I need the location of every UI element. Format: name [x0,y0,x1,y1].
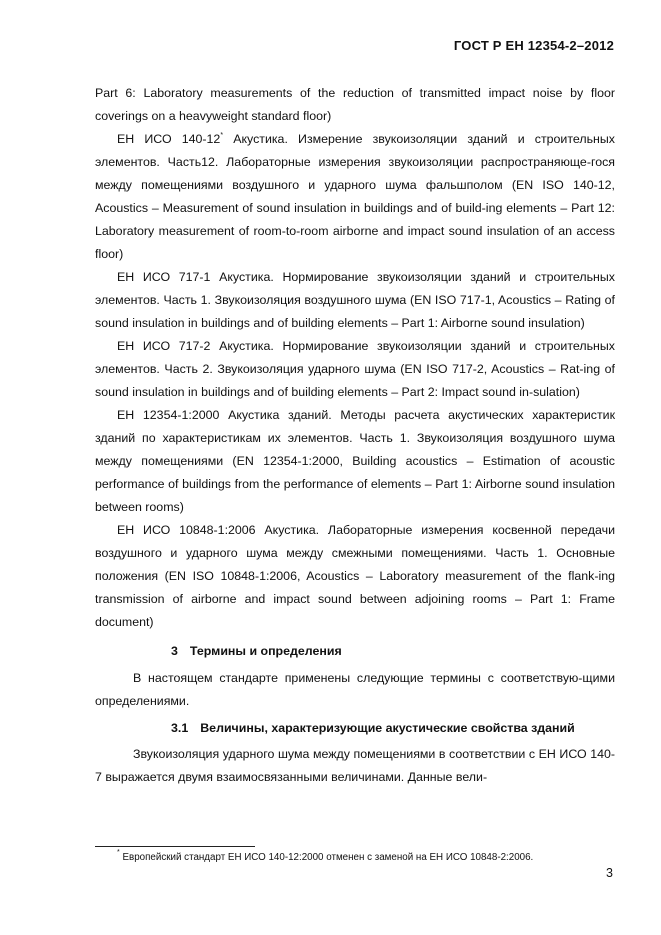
footnote-divider [95,846,255,847]
section-3-intro: В настоящем стандарте применены следующие термины с соответствую-щими определениями. [95,671,615,708]
subsection-title: Величины, характеризующие акустические свойства зданий [200,721,575,735]
document-body [95,82,615,789]
section-title: Термины и определения [189,644,342,658]
section-3-1-text: Звукоизоляция ударного шума между помещениями в соответствии с ЕН ИСО 140-7 выражается двумя взаимосвязанными величинами. Данные вели- [95,747,615,784]
reference-en-iso-717-2: ЕН ИСО 717-2 Акустика. Нормирование звукоизоляции зданий и строительных элементов. Часть 2. Звукоизоляция ударного шума (EN ISO 717-2, Acoustics – Rat-ing of sound insulation in buildings and of building elements – Part 2: Impact sound in-sulation) [95,339,615,399]
reference-en-iso-717-1: ЕН ИСО 717-1 Акустика. Нормирование звукоизоляции зданий и строительных элементов. Часть 1. Звукоизоляция воздушного шума (EN ISO 717-1, Acoustics – Rating of sound insulation in buildings and of building elements – Part 1: Airborne sound insulation) [95,270,615,330]
subsection-number: 3.1 [171,721,189,735]
footnote-text: Европейский стандарт ЕН ИСО 140-12:2000 отменен с заменой на ЕН ИСО 10848-2:2006. [119,852,534,863]
reference-en-iso-10848-1: ЕН ИСО 10848-1:2006 Акустика. Лабораторные измерения косвенной передачи воздушного и ударного шума между смежными помещениями. Часть 1. Основные положения (EN ISO 10848-1:2006, Acoustics – Laboratory measurement of the flank-ing transmission of airborne and impact sound between adjoining rooms – Part 1: Frame document) [95,523,615,629]
reference-en-iso-140-12 [95,128,615,266]
footnote [117,851,597,864]
section-3-heading [95,640,615,663]
standard-code-header: ГОСТ Р ЕН 12354-2–2012 [453,38,614,53]
footnote-marker: * [220,132,224,139]
page-number: 3 [606,866,613,880]
reference-en-12354-1: ЕН 12354-1:2000 Акустика зданий. Методы расчета акустических характеристик зданий по характеристикам их элементов. Часть 1. Звукоизоляция воздушного шума между помещениями (EN 12354-1:2000, Building acoustics – Estimation of acoustic performance of buildings from the performance of elements – Part 1: Airborne sound insulation between rooms) [95,408,615,514]
section-number: 3 [171,644,178,658]
reference-lead: ЕН ИСО 140-12 [117,132,221,146]
reference-text: Акустика. Измерение звукоизоляции зданий и строительных элементов. Часть12. Лабораторные измерения звукоизоляции распространяюще-гося между помещениями воздушного и ударного шума фальшполом (EN ISO 140-12, Acoustics – Measurement of sound insulation in buildings and of build-ing elements – Part 12: Laboratory measurement of room-to-room airborne and impact sound insulation of an access floor) [95,132,615,261]
section-3-1-heading [95,717,615,740]
reference-part6: Part 6: Laboratory measurements of the reduction of transmitted impact noise by floor coverings on a heavyweight standard floor) [95,86,615,123]
footnote-mark: * [117,849,120,856]
